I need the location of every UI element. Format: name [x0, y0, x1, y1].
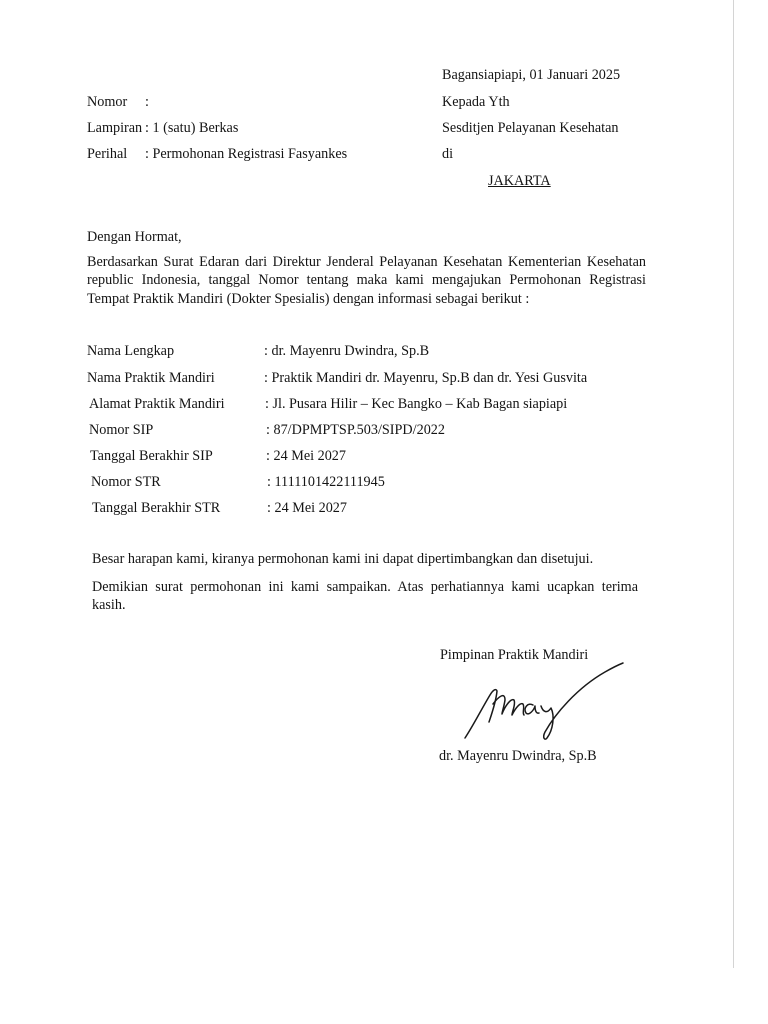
- lampiran-value: : 1 (satu) Berkas: [145, 120, 239, 136]
- detail-row-nomor-str: [0, 474, 700, 494]
- recipient-greeting: Kepada Yth: [442, 94, 510, 110]
- detail-row-nama-lengkap: [0, 343, 700, 363]
- detail-row-nama-praktik: [0, 370, 700, 390]
- nomor-value: :: [145, 94, 149, 110]
- detail-label: Tanggal Berakhir SIP: [90, 448, 213, 464]
- recipient-di: di: [442, 146, 454, 162]
- detail-row-alamat-praktik: [0, 396, 700, 416]
- detail-row-tanggal-berakhir-sip: [0, 448, 700, 468]
- perihal-value: : Permohonan Registrasi Fasyankes: [145, 146, 348, 162]
- page-edge-line: [733, 0, 734, 968]
- detail-label: Alamat Praktik Mandiri: [89, 396, 225, 412]
- closing-paragraph-2: [92, 578, 638, 615]
- letter-date: Bagansiapiapi, 01 Januari 2025: [442, 67, 621, 83]
- detail-value: : Praktik Mandiri dr. Mayenru, Sp.B dan dr. Yesi Gusvita: [264, 370, 588, 386]
- nomor-label: Nomor: [87, 94, 128, 110]
- recipient-city: JAKARTA: [488, 173, 551, 189]
- detail-value: : 1111101422111945: [267, 474, 385, 490]
- perihal-label: Perihal: [87, 146, 128, 162]
- intro-line: republic Indonesia, tanggal Nomor tentang maka kami mengajukan Permohonan Registrasi: [87, 272, 646, 289]
- detail-value: : 24 Mei 2027: [267, 500, 347, 516]
- detail-value: : Jl. Pusara Hilir – Kec Bangko – Kab Bagan siapiapi: [265, 396, 568, 412]
- recipient-name: Sesditjen Pelayanan Kesehatan: [442, 120, 619, 136]
- detail-label: Nama Lengkap: [87, 343, 175, 359]
- closing-line: Demikian surat permohonan ini kami sampaikan. Atas perhatiannya kami ucapkan terima: [92, 579, 638, 595]
- detail-value: : dr. Mayenru Dwindra, Sp.B: [264, 343, 430, 359]
- salutation: Dengan Hormat,: [87, 229, 182, 245]
- detail-label: Nomor STR: [91, 474, 161, 490]
- closing-paragraph-1: Besar harapan kami, kiranya permohonan kami ini dapat dipertimbangkan dan disetujui.: [92, 551, 594, 567]
- detail-label: Nama Praktik Mandiri: [87, 370, 215, 386]
- detail-label: Nomor SIP: [89, 422, 154, 438]
- detail-value: : 24 Mei 2027: [266, 448, 346, 464]
- signoff-title: Pimpinan Praktik Mandiri: [440, 647, 589, 663]
- detail-label: Tanggal Berakhir STR: [92, 500, 221, 516]
- intro-paragraph: [87, 253, 646, 308]
- intro-line: Tempat Praktik Mandiri (Dokter Spesialis) dengan informasi sebagai berikut :: [87, 290, 530, 307]
- detail-value: : 87/DPMPTSP.503/SIPD/2022: [266, 422, 445, 438]
- closing-line: kasih.: [92, 597, 126, 614]
- handwritten-signature: [455, 660, 630, 745]
- signer-name: dr. Mayenru Dwindra, Sp.B: [439, 748, 597, 764]
- intro-line: Berdasarkan Surat Edaran dari Direktur Jenderal Pelayanan Kesehatan Kementerian Kesehatan: [87, 254, 646, 270]
- lampiran-label: Lampiran: [87, 120, 143, 136]
- detail-row-tanggal-berakhir-str: [0, 500, 700, 520]
- detail-row-nomor-sip: [0, 422, 700, 442]
